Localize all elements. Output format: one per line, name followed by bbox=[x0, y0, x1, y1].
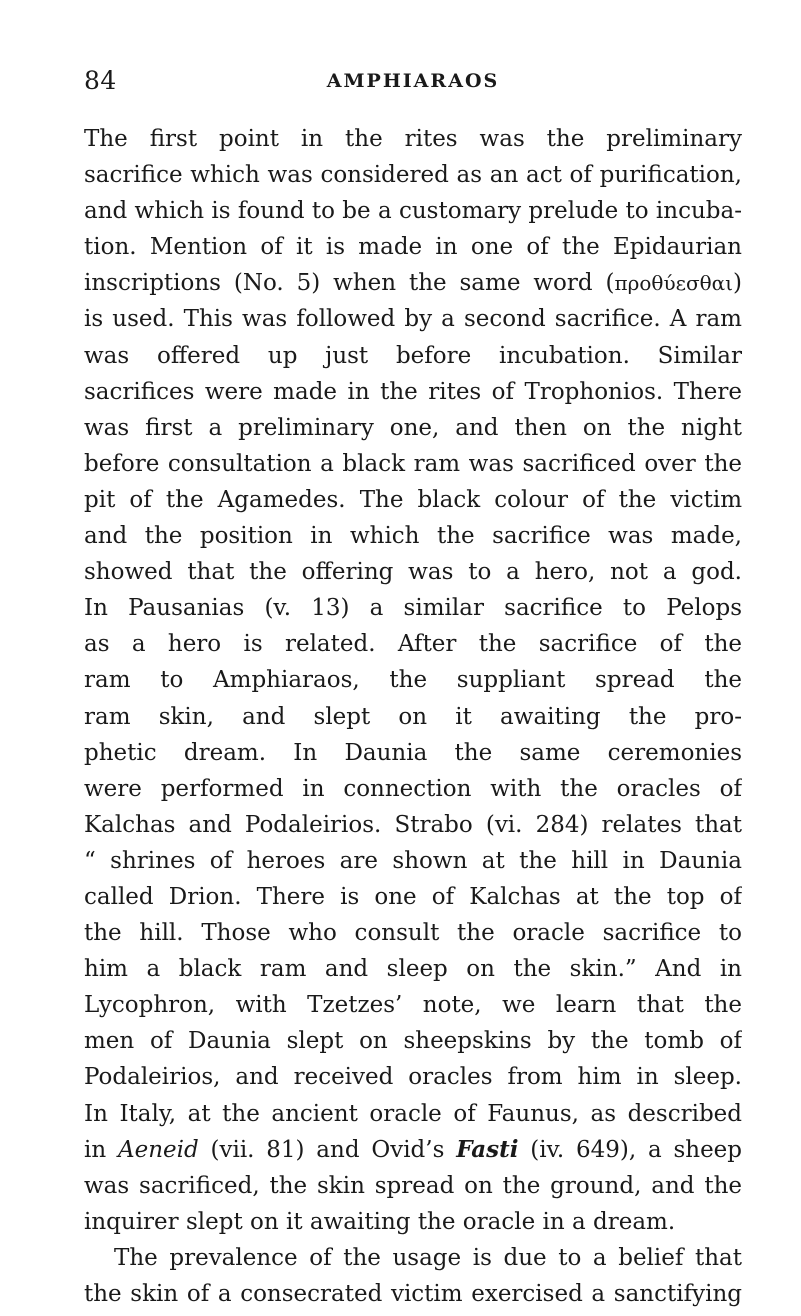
text-line: Lycophron, with Tzetzes’ note, we learn that the bbox=[84, 992, 742, 1019]
text-line: the skin of a consecrated victim exercised a sanctifying bbox=[84, 1281, 742, 1307]
text-line: “ shrines of heroes are shown at the hill in Daunia bbox=[84, 847, 742, 874]
text-line: in Aeneid (vii. 81) and Ovid’s Fasti (iv. 649), a sheep bbox=[84, 1135, 742, 1163]
text-line: Kalchas and Podaleirios. Strabo (vi. 284) relates that bbox=[84, 811, 742, 838]
text-line: inscriptions (No. 5) when the same word (προθύεσθαι) bbox=[84, 270, 742, 297]
text-line: ram to Amphiaraos, the suppliant spread the bbox=[84, 667, 742, 694]
text-line: The first point in the rites was the preliminary bbox=[84, 126, 742, 152]
title-aeneid: Aeneid bbox=[117, 1136, 199, 1163]
text-line: is used. This was followed by a second sacrifice. A ram bbox=[84, 306, 742, 333]
text-line: pit of the Agamedes. The black colour of the victim bbox=[84, 486, 742, 513]
text-line: him a black ram and sleep on the skin.” And in bbox=[84, 956, 742, 983]
text-line: Podaleirios, and received oracles from him in sleep. bbox=[84, 1064, 742, 1091]
text-line: before consultation a black ram was sacrificed over the bbox=[84, 450, 742, 477]
text-line: The prevalence of the usage is due to a belief that bbox=[114, 1244, 742, 1271]
text-line: called Drion. There is one of Kalchas at the top of bbox=[84, 883, 742, 910]
text-line: men of Daunia slept on sheepskins by the tomb of bbox=[84, 1028, 742, 1055]
text-line: was sacrificed, the skin spread on the ground, and the bbox=[84, 1172, 742, 1199]
text-line: the hill. Those who consult the oracle sacrifice to bbox=[84, 920, 742, 947]
text-line: sacrifices were made in the rites of Trophonios. There bbox=[84, 378, 742, 405]
text-line: as a hero is related. After the sacrifice of the bbox=[84, 631, 742, 658]
text-line: ram skin, and slept on it awaiting the pro- bbox=[84, 703, 742, 730]
body-text bbox=[84, 121, 742, 1312]
text-line: tion. Mention of it is made in one of the Epidaurian bbox=[84, 234, 742, 261]
text-line: sacrifice which was considered as an act of purification, bbox=[84, 162, 742, 189]
text-line: was first a preliminary one, and then on the night bbox=[84, 414, 742, 441]
text-line: inquirer slept on it awaiting the oracle in a dream. bbox=[84, 1208, 676, 1235]
text-line: In Italy, at the ancient oracle of Faunus, as described bbox=[84, 1100, 742, 1127]
running-head: AMPHIARAOS bbox=[326, 70, 500, 92]
greek-word: προθύεσθαι bbox=[614, 271, 734, 296]
text-line: showed that the offering was to a hero, not a god. bbox=[84, 559, 742, 586]
title-fasti: Fasti bbox=[456, 1135, 519, 1163]
text-line: phetic dream. In Daunia the same ceremonies bbox=[84, 739, 742, 766]
text-line: was offered up just before incubation. Similar bbox=[84, 342, 742, 369]
page-number: 84 bbox=[84, 66, 117, 95]
text-line: and which is found to be a customary prelude to incuba- bbox=[84, 198, 742, 225]
text-line: and the position in which the sacrifice was made, bbox=[84, 523, 742, 550]
text-line: In Pausanias (v. 13) a similar sacrifice to Pelops bbox=[84, 595, 742, 622]
page-header bbox=[84, 66, 742, 96]
text-line: were performed in connection with the oracles of bbox=[84, 775, 742, 802]
